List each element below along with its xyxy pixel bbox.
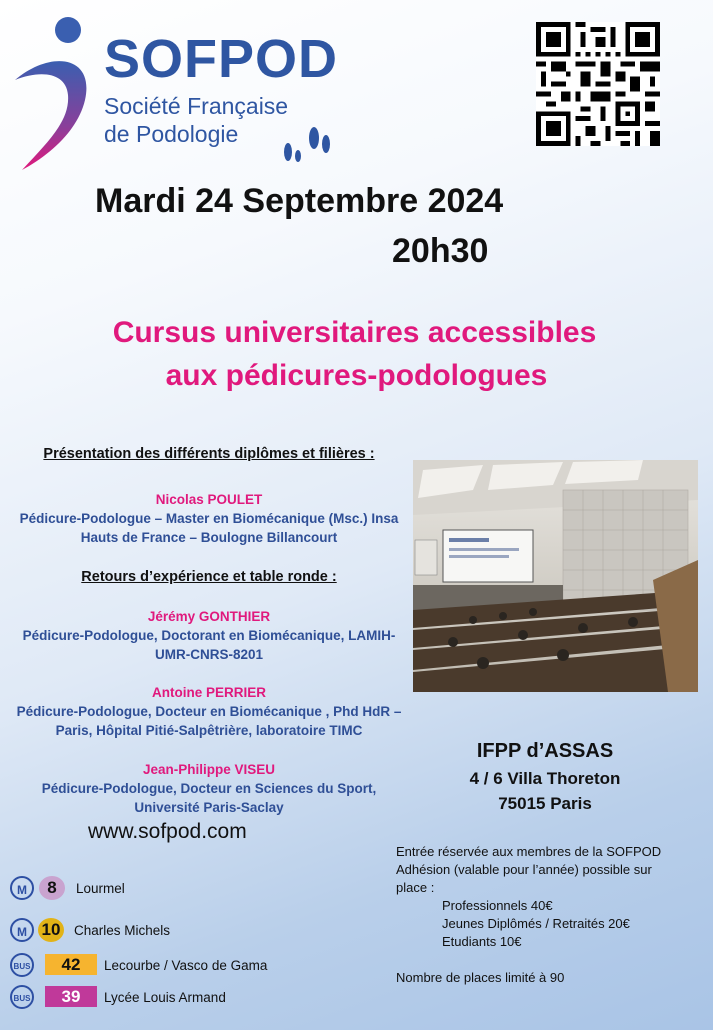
speaker-role: Paris, Hôpital Pitié-Salpêtrière, laboratoire TIMC — [55, 723, 363, 738]
event-date: Mardi 24 Septembre 2024 — [95, 182, 504, 220]
brand-subtitle-line1: Société Française — [104, 93, 289, 119]
access-info — [396, 843, 661, 987]
bus-line-badge: 39 — [45, 986, 97, 1007]
speaker-name: Antoine PERRIER — [151, 685, 266, 700]
capacity-text: Nombre de places limité à 90 — [396, 970, 565, 985]
metro-stop: Lourmel — [76, 881, 125, 896]
price-line: Etudiants 10€ — [442, 934, 522, 949]
speaker-name: Nicolas POULET — [155, 492, 263, 507]
speaker-name: Jean-Philippe VISEU — [142, 762, 276, 777]
brand-subtitle — [104, 92, 288, 148]
sofpod-logo-swoosh — [10, 10, 100, 175]
speaker-role: Université Paris-Saclay — [134, 800, 284, 815]
speaker-block — [0, 683, 418, 740]
speaker-role: Pédicure-Podologue, Docteur en Sciences du Sport, — [41, 781, 377, 796]
event-time: 20h30 — [392, 232, 489, 270]
event-title-line1: Cursus universitaires accessibles — [112, 316, 597, 349]
brand-subtitle-line2: de Podologie — [104, 121, 239, 147]
speaker-name: Jérémy GONTHIER — [147, 609, 271, 624]
bus-row — [10, 953, 310, 979]
footprints-icon — [278, 126, 334, 164]
venue-address: 4 / 6 Villa Thoreton — [469, 769, 621, 788]
speaker-block — [0, 607, 418, 664]
event-title-line2: aux pédicures-podologues — [165, 359, 548, 392]
access-line: Entrée réservée aux membres de la SOFPOD — [396, 844, 662, 859]
bus-stop: Lycée Louis Armand — [104, 990, 226, 1005]
metro-row — [10, 876, 310, 902]
brand-name: SOFPOD — [104, 29, 339, 89]
speaker-role: Hauts de France – Boulogne Billancourt — [80, 530, 338, 545]
metro-stop: Charles Michels — [74, 923, 171, 938]
bus-icon: BUS — [10, 953, 34, 977]
access-line: place : — [396, 880, 435, 895]
speaker-role: Pédicure-Podologue, Doctorant en Biomécanique, LAMIH- — [22, 628, 396, 643]
metro-row — [10, 918, 310, 944]
metro-line-badge: 10 — [38, 918, 64, 942]
website-link[interactable]: www.sofpod.com — [88, 820, 247, 843]
access-line: Adhésion (valable pour l’année) possible sur — [396, 862, 652, 877]
price-line: Jeunes Diplômés / Retraités 20€ — [442, 916, 630, 931]
bus-stop: Lecourbe / Vasco de Gama — [104, 958, 268, 973]
speaker-role: Pédicure-Podologue – Master en Biomécanique (Msc.) Insa — [19, 511, 399, 526]
venue-city: 75015 Paris — [498, 794, 592, 813]
venue-name: IFPP d’ASSAS — [476, 740, 614, 762]
bus-icon: BUS — [10, 985, 34, 1009]
metro-icon: M — [10, 918, 34, 942]
price-line: Professionnels 40€ — [442, 898, 553, 913]
lecture-hall-photo — [413, 460, 698, 692]
speaker-role: Pédicure-Podologue, Docteur en Biomécanique , Phd HdR – — [16, 704, 402, 719]
metro-icon: M — [10, 876, 34, 900]
speaker-role: UMR-CNRS-8201 — [154, 647, 264, 662]
speaker-block — [0, 490, 418, 547]
bus-row — [10, 985, 310, 1011]
qr-code[interactable] — [536, 22, 660, 146]
metro-line-badge: 8 — [39, 876, 65, 900]
presentation-heading: Présentation des différents diplômes et filières : — [43, 446, 375, 462]
speaker-block — [0, 760, 418, 817]
retours-heading: Retours d’expérience et table ronde : — [81, 569, 337, 585]
bus-line-badge: 42 — [45, 954, 97, 975]
